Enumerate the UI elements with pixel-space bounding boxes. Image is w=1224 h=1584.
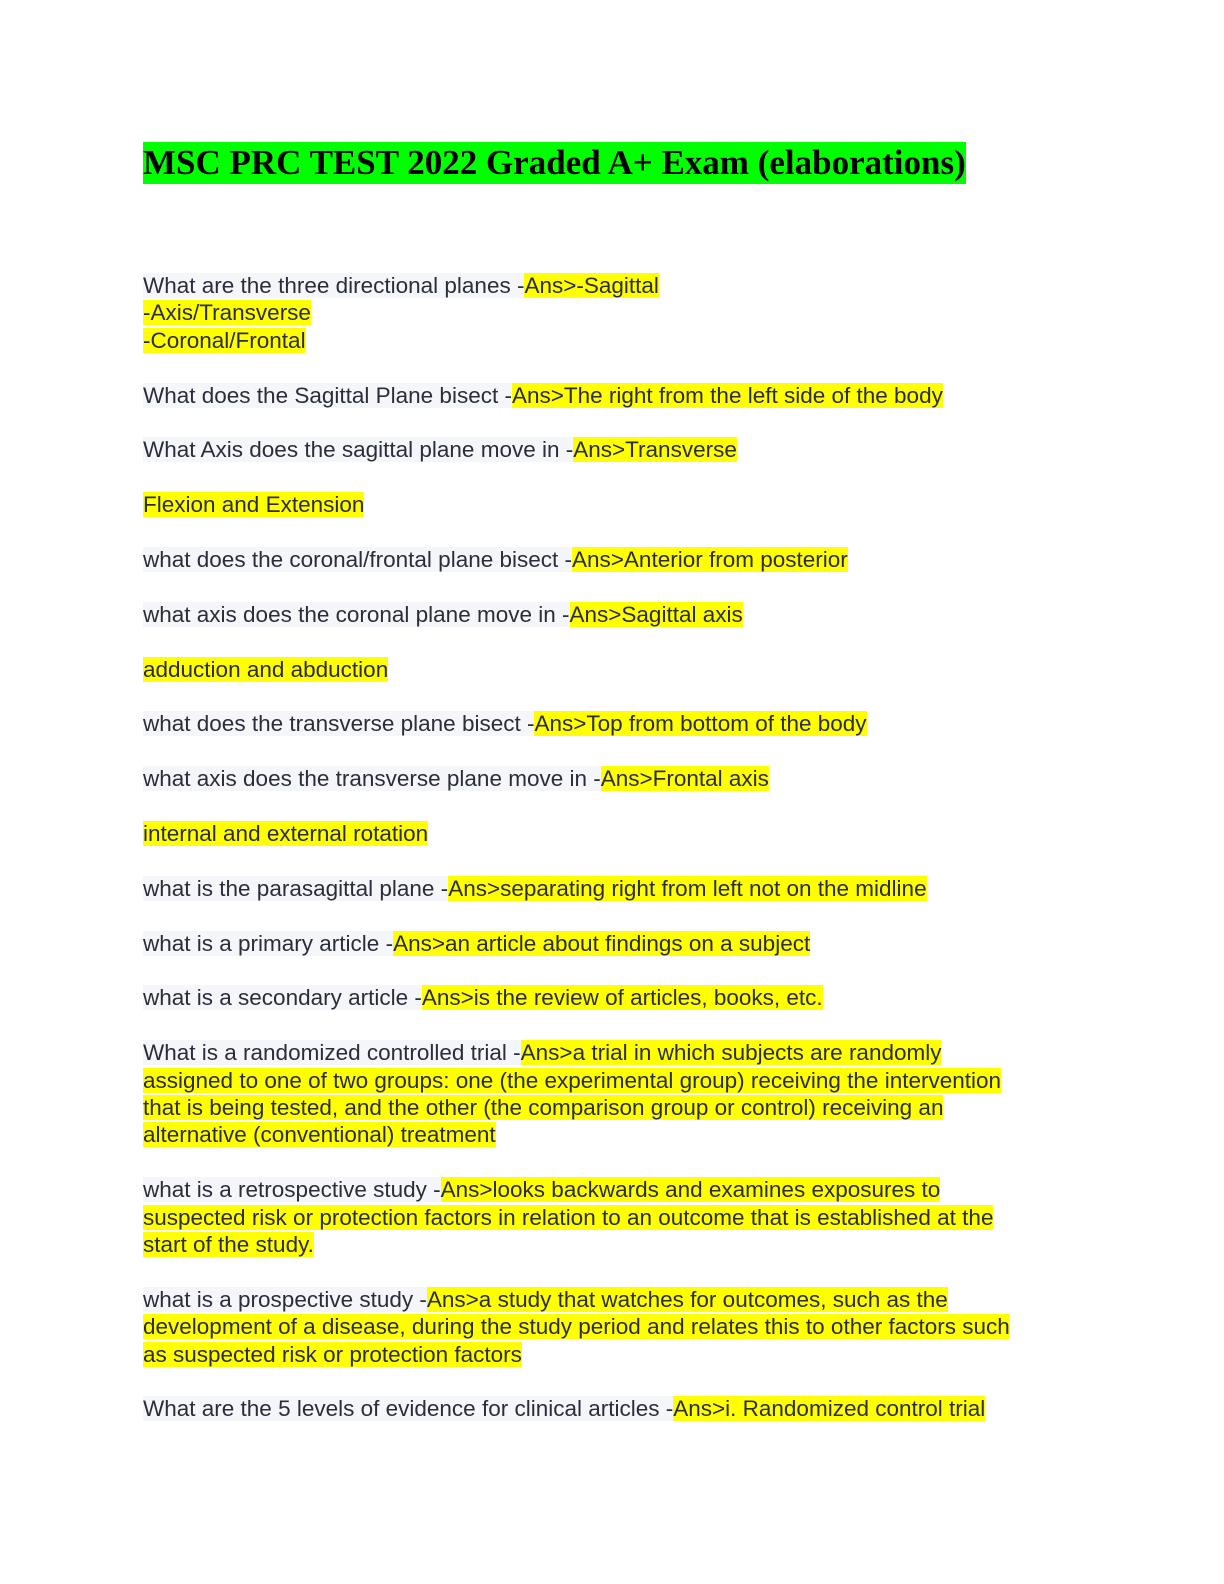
answer-text: Flexion and Extension (143, 492, 365, 518)
answer-text: suspected risk or protection factors in relation to an outcome that is established at the (143, 1204, 994, 1230)
answer-text: Ans>looks backwards and examines exposures to (440, 1177, 941, 1203)
question-text: What is a randomized controlled trial - (143, 1040, 521, 1066)
question-text: what axis does the transverse plane move in - (143, 766, 601, 792)
qa-item (143, 436, 1103, 463)
question-text: what is a retrospective study - (143, 1177, 441, 1203)
qa-item (143, 710, 1103, 737)
answer-text: Ans>-Sagittal (524, 273, 659, 298)
answer-text: Ans>Sagittal axis (569, 601, 743, 627)
answer-text: Ans>Frontal axis (600, 766, 769, 792)
qa-item (143, 1039, 1103, 1149)
answer-text: Ans>Top from bottom of the body (534, 711, 867, 737)
answer-text: start of the study. (143, 1232, 314, 1257)
answer-text: Ans>separating right from left not on the midline (448, 875, 927, 901)
qa-item (143, 656, 1103, 683)
answer-text: development of a disease, during the study period and relates this to other factors such (143, 1314, 1010, 1340)
qa-item (143, 765, 1103, 792)
answer-text: Ans>i. Randomized control trial (673, 1396, 986, 1422)
answer-text: Ans>is the review of articles, books, etc. (421, 985, 823, 1011)
question-text: what does the transverse plane bisect - (143, 711, 535, 737)
question-text: What are the three directional planes - (143, 273, 525, 298)
qa-item (143, 601, 1103, 628)
qa-item (143, 820, 1103, 847)
answer-text: that is being tested, and the other (the comparison group or control) receiving an (143, 1094, 944, 1120)
qa-item (143, 272, 1103, 354)
question-text: what is a secondary article - (143, 985, 422, 1011)
question-text: what is the parasagittal plane - (143, 875, 449, 901)
answer-text: Ans>a study that watches for outcomes, such as the (426, 1286, 948, 1312)
qa-item (143, 491, 1103, 518)
answer-text: alternative (conventional) treatment (143, 1122, 496, 1148)
answer-text: Ans>an article about findings on a subject (393, 930, 811, 956)
answer-text: Ans>Anterior from posterior (572, 547, 848, 572)
question-text: What are the 5 levels of evidence for clinical articles - (143, 1396, 674, 1422)
answer-text: -Coronal/Frontal (143, 327, 306, 353)
qa-item (143, 1176, 1103, 1258)
answer-text: Ans>Transverse (573, 437, 737, 463)
qa-item (143, 984, 1103, 1011)
question-text: what is a prospective study - (143, 1286, 427, 1312)
qa-item (143, 1395, 1103, 1422)
question-text: what axis does the coronal plane move in - (143, 601, 570, 627)
answer-text: Ans>The right from the left side of the body (511, 382, 943, 408)
qa-item (143, 1286, 1103, 1368)
qa-item (143, 930, 1103, 957)
question-text: What does the Sagittal Plane bisect - (143, 382, 512, 408)
answer-text: as suspected risk or protection factors (143, 1341, 522, 1367)
qa-item (143, 382, 1103, 409)
document-title: MSC PRC TEST 2022 Graded A+ Exam (elaborations) (143, 143, 966, 182)
answer-text: Ans>a trial in which subjects are randomly (520, 1040, 942, 1066)
question-text: What Axis does the sagittal plane move in - (143, 437, 574, 463)
answer-text: -Axis/Transverse (143, 300, 311, 326)
qa-list (143, 272, 1103, 1450)
answer-text: assigned to one of two groups: one (the experimental group) receiving the intervention (143, 1067, 1002, 1093)
question-text: what is a primary article - (143, 930, 394, 956)
qa-item (143, 875, 1103, 902)
answer-text: internal and external rotation (143, 820, 429, 846)
question-text: what does the coronal/frontal plane bisect - (143, 547, 573, 572)
answer-text: adduction and abduction (143, 656, 389, 682)
qa-item (143, 546, 1103, 573)
